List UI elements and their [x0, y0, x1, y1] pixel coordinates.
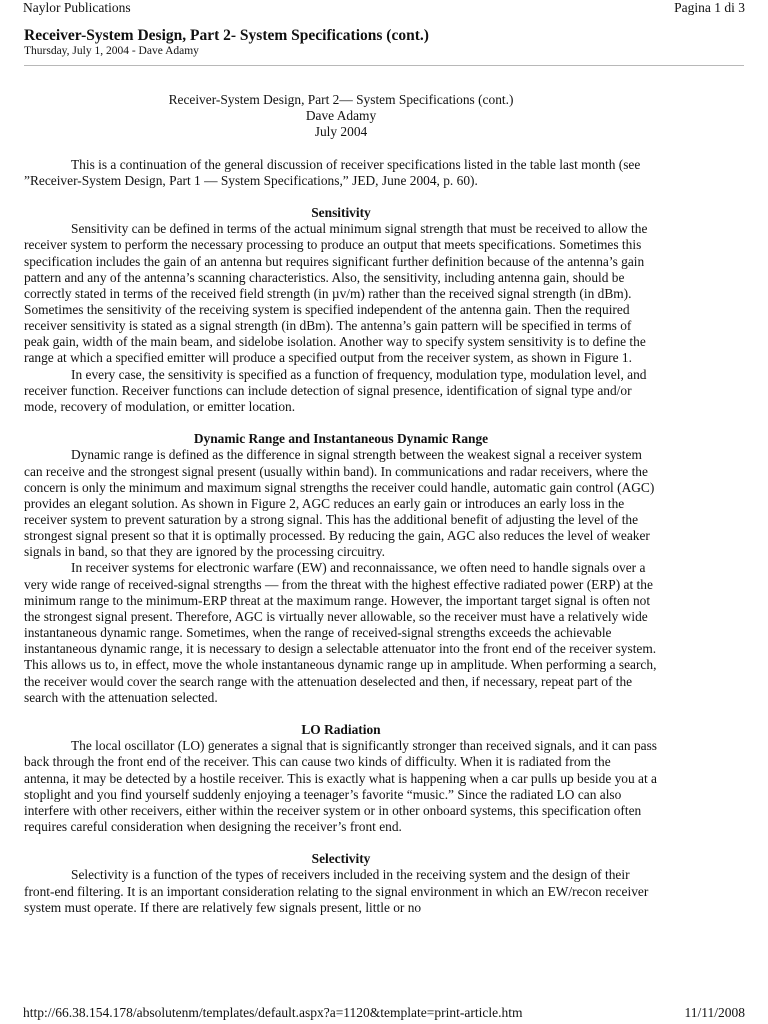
article-author: Dave Adamy [305, 108, 377, 124]
byline: Thursday, July 1, 2004 - Dave Adamy [24, 45, 199, 57]
paragraph: The local oscillator (LO) generates a signal that is significantly stronger than received signals, and it can pass back through the front end of the receiver. This can cause two kinds of difficulty. When it is radiated from the antenna, it may be detected by a hostile receiver. This is exactly what is happening when a car pulls up beside you at a stoplight and you find yourself suddenly enjoying a teenager’s favorite “music.” Since the radiated LO can also interfere with other receivers, either within the receiver system or in other onboard systems, this specification often requires careful consideration when designing the receiver’s front end. [24, 738, 658, 834]
publisher-name: Naylor Publications [23, 0, 131, 15]
spacer [24, 706, 658, 722]
spacer [24, 415, 658, 431]
spacer [24, 835, 658, 851]
header-divider [24, 65, 744, 66]
section-heading-selectivity: Selectivity [311, 851, 371, 867]
page-title: Receiver-System Design, Part 2- System Specifications (cont.) [24, 27, 429, 44]
section-heading-sensitivity: Sensitivity [311, 205, 371, 221]
paragraph: In every case, the sensitivity is specified as a function of frequency, modulation type, modulation level, and receiver function. Receiver functions can include detection of signal presence, identification of signal type and/or mode, recovery of modulation, or emitter location. [24, 366, 647, 414]
paragraph: Selectivity is a function of the types of receivers included in the receiving system and the design of their front-end filtering. It is an important consideration relating to the signal environment in which an EW/recon receiver system must operate. If there are relatively few signals present, little or no [24, 867, 649, 915]
article-date: July 2004 [314, 124, 368, 140]
paragraph: Sensitivity can be defined in terms of the actual minimum signal strength that must be received to allow the receiver system to perform the necessary processing to produce an output that meets specifications. Sometimes this specification includes the gain of an antenna but requires significant further definition because of the antenna’s gain pattern and any of the antenna’s scanning characteristics. Also, the sensitivity, including antenna gain, should be correctly stated in terms of the received field strength (in µv/m) rather than the received signal strength (in dBm). Sometimes the sensitivity of the receiving system is specified independent of the antenna gain. Then the required receiver sensitivity is stated as a signal strength (in dBm). The antenna’s gain pattern will be specified in terms of peak gain, width of the main beam, and sidelobe isolation. Another way to specify system sensitivity is to define the range at which a specified emitter will produce a specified output from the receiver system, as shown in Figure 1. [24, 221, 648, 366]
spacer [24, 140, 658, 156]
page-indicator: Pagina 1 di 3 [674, 0, 745, 15]
article-body [24, 92, 658, 916]
intro-paragraph: This is a continuation of the general discussion of receiver specifications listed in the table last month (see ”Receiver-System Design, Part 1 — System Specifications,” JED, June 2004, p. 60). [24, 156, 641, 188]
paragraph: In receiver systems for electronic warfare (EW) and reconnaissance, we often need to handle signals over a very wide range of received-signal strengths — from the threat with the highest effective radiated power (ERP) at the minimum range to the minimum-ERP threat at the maximum range. However, the important target signal is often not the strongest signal present. Therefore, AGC is virtually never allowable, so the receiver must have a relatively wide instantaneous dynamic range. Sometimes, when the range of received-signal strengths exceeds the achievable instantaneous dynamic range, it is necessary to design a selectable attenuator into the front end of the receiver system. This allows us to, in effect, move the whole instantaneous dynamic range up in amplitude. When performing a search, the receiver would cover the search range with the attenuation deselected and then, if necessary, repeat part of the search with the attenuation selected. [24, 560, 657, 705]
source-url: http://66.38.154.178/absolutenm/templates/default.aspx?a=1120&template=print-article.htm [23, 1005, 523, 1020]
section-heading-lo-radiation: LO Radiation [301, 722, 381, 738]
spacer [24, 189, 658, 205]
print-date: 11/11/2008 [684, 1005, 745, 1020]
paragraph: Dynamic range is defined as the difference in signal strength between the weakest signal a receiver system can receive and the strongest signal present (usually within band). In communications and radar receivers, where the concern is only the minimum and maximum signal strengths the receiver could handle, automatic gain control (AGC) provides an elegant solution. As shown in Figure 2, AGC reduces an early gain or introduces an early loss in the receiver system to prevent saturation by a strong signal. This has the additional benefit of adjusting the level of the strongest signal present so that it is optimally processed. By reducing the gain, AGC also reduces the level of weaker signals in band, so that they are ignored by the processing circuitry. [24, 447, 655, 560]
article-title: Receiver-System Design, Part 2— System Specifications (cont.) [168, 92, 514, 107]
section-heading-dynamic-range: Dynamic Range and Instantaneous Dynamic Range [193, 431, 489, 447]
